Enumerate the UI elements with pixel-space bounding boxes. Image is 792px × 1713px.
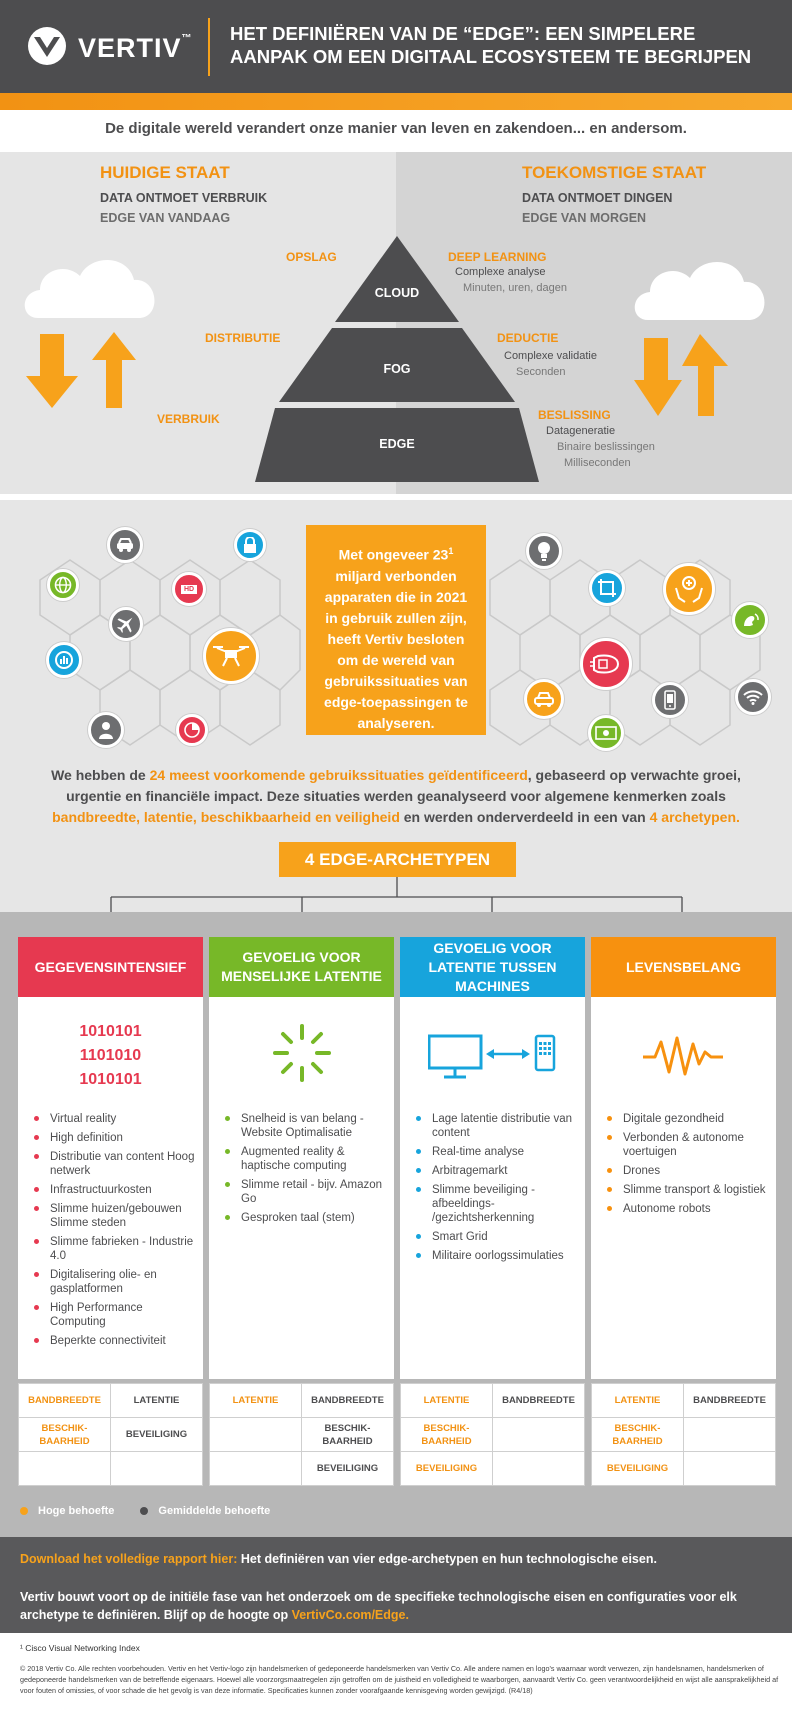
usecase-item: Slimme retail - bijv. Amazon Go <box>221 1178 389 1206</box>
archetypes-banner: 4 EDGE-ARCHETYPEN <box>279 842 516 877</box>
connected-devices-callout: Met ongeveer $23^1$ miljard verbonden apparaten die in 2021 in gebruik zullen zijn, heeft Vertiv besloten om de wereld van gebruikssituaties van edge-toepassingen te analyseren. <box>306 525 486 735</box>
pyramid-cloud <box>335 236 459 322</box>
archetype-machine-latentie <box>400 937 585 1379</box>
label-beslissing: BESLISSING <box>538 408 611 422</box>
lock-icon <box>234 529 266 561</box>
globe-icon <box>47 569 79 601</box>
download-link[interactable]: Download het volledige rapport hier: <box>20 1552 238 1566</box>
usecase-item: Infrastructuurkosten <box>30 1183 198 1197</box>
header-divider <box>208 18 210 76</box>
requirement-cell <box>493 1452 585 1486</box>
archetype-title: GEVOELIG VOOR MENSELIJKE LATENTIE <box>209 937 394 997</box>
usecase-item: Beperkte connectiviteit <box>30 1334 198 1348</box>
current-state-line1: DATA ONTMOET VERBRUIK <box>100 191 268 205</box>
requirement-cell: BANDBREEDTE <box>302 1384 394 1418</box>
cloud-arrows-left-icon <box>18 248 163 413</box>
deep-learning-line1: Complexe analyse <box>455 266 546 278</box>
pyramid-fog-label: FOG <box>383 362 411 376</box>
orange-band <box>0 93 792 110</box>
usecase-item: Distributie van content Hoog netwerk <box>30 1150 198 1178</box>
usecase-item: Arbitragemarkt <box>412 1164 580 1178</box>
header <box>0 0 792 93</box>
usecase-item: Slimme transport & logistiek <box>603 1183 771 1197</box>
car-icon <box>107 527 143 563</box>
archetype-gegevensintensief <box>18 937 203 1379</box>
label-verbruik: VERBRUIK <box>157 412 220 426</box>
health-hands-icon <box>663 563 715 615</box>
usecase-item: Smart Grid <box>412 1230 580 1244</box>
lightbulb-icon <box>526 533 562 569</box>
vr-headset-icon <box>580 638 632 690</box>
legend <box>20 1505 270 1517</box>
archetype-title: GEGEVENSINTENSIEF <box>18 937 203 997</box>
hd-icon: HD <box>172 572 206 606</box>
requirement-cell <box>210 1452 302 1486</box>
vertiv-edge-link[interactable]: VertivCo.com/Edge. <box>291 1608 409 1622</box>
label-deductie: DEDUCTIE <box>497 331 559 345</box>
frame-icon <box>589 570 625 606</box>
usecase-item: Real-time analyse <box>412 1145 580 1159</box>
usecase-item: Drones <box>603 1164 771 1178</box>
current-state-line2: EDGE VAN VANDAAG <box>100 211 231 225</box>
archetype-usecase-list <box>412 1112 580 1268</box>
requirement-cell: BEVEILIGING <box>111 1418 203 1452</box>
requirement-cell <box>19 1452 111 1486</box>
usecase-item: High definition <box>30 1131 198 1145</box>
usecase-item: Autonome robots <box>603 1202 771 1216</box>
archetype-usecase-list <box>30 1112 198 1353</box>
drone-icon <box>203 628 259 684</box>
archetype-usecase-list <box>221 1112 389 1230</box>
requirements-table-menselijke-latentie <box>209 1383 394 1486</box>
beslissing-line2: Binaire beslissingen <box>557 441 655 453</box>
label-opslag: OPSLAG <box>286 250 337 264</box>
archetype-levensbelang <box>591 937 776 1379</box>
build-text: Vertiv bouwt voort op de initiële fase van het onderzoek om de specifieke technologische eisen en configuraties voor elk archetype te definiëren. Blijf op de hoogte op VertivCo.com/Edge. <box>20 1590 737 1622</box>
cloud-arrows-right-icon <box>628 250 773 420</box>
usecase-item: Lage latentie distributie van content <box>412 1112 580 1140</box>
requirements-table-machine-latentie <box>400 1383 585 1486</box>
usecase-item: Snelheid is van belang -Website Optimalisatie <box>221 1112 389 1140</box>
future-state-line2: EDGE VAN MORGEN <box>522 211 647 225</box>
deep-learning-line2: Minuten, uren, dagen <box>463 282 567 294</box>
vertiv-logo-icon <box>25 26 69 66</box>
archetype-title: LEVENSBELANG <box>591 937 776 997</box>
future-state-title: TOEKOMSTIGE STAAT <box>522 163 707 182</box>
archetype-title: GEVOELIG VOOR LATENTIE TUSSEN MACHINES <box>400 937 585 997</box>
requirement-cell <box>210 1418 302 1452</box>
page-title: HET DEFINIËREN VAN DE “EDGE”: EEN SIMPELERE AANPAK OM EEN DIGITAAL ECOSYSTEEM TE BEGRIJPEN <box>230 23 752 67</box>
legend-high: Hoge behoefte <box>20 1505 114 1517</box>
beslissing-line3: Milliseconden <box>564 457 631 469</box>
requirement-cell: BEVEILIGING <box>592 1452 684 1486</box>
autonomous-car-icon <box>524 679 564 719</box>
download-text: Download het volledige rapport hier: Het definiëren van vier edge-archetypen en hun technologische eisen. <box>20 1552 657 1566</box>
requirements-table-levensbelang <box>591 1383 776 1486</box>
tagline: De digitale wereld verandert onze manier van leven en zakendoen... en andersom. <box>105 120 687 137</box>
requirement-cell: BESCHIK-BAARHEID <box>302 1418 394 1452</box>
requirement-cell: LATENTIE <box>401 1384 493 1418</box>
usecase-item: Slimme beveiliging - afbeeldings- /gezichtsherkenning <box>412 1183 580 1225</box>
logo-text: VERTIV™ <box>78 33 193 63</box>
voice-icon <box>732 602 768 638</box>
loading-spinner-icon <box>269 1020 335 1086</box>
requirement-cell: BEVEILIGING <box>401 1452 493 1486</box>
beslissing-line1: Datageneratie <box>546 425 616 437</box>
phone-icon <box>652 682 688 718</box>
medium-need-dot-icon <box>140 1507 148 1515</box>
usecase-item: Augmented reality & haptische computing <box>221 1145 389 1173</box>
deductie-line1: Complexe validatie <box>504 350 597 362</box>
usecase-item: Verbonden & autonome voertuigen <box>603 1131 771 1159</box>
requirement-cell: BESCHIK-BAARHEID <box>592 1418 684 1452</box>
requirement-cell <box>684 1452 776 1486</box>
requirement-cell <box>684 1418 776 1452</box>
usecase-item: Digitale gezondheid <box>603 1112 771 1126</box>
person-icon <box>88 712 124 748</box>
future-state-line1: DATA ONTMOET DINGEN <box>522 191 673 205</box>
requirements-table-gegevensintensief <box>18 1383 203 1486</box>
intro-paragraph: We hebben de 24 meest voorkomende gebruikssituaties geïdentificeerd, gebaseerd op verwachte groei, urgentie en financiële impact. Deze situaties werden geanalyseerd voor algemene kenmerken zoals bandbreedte, latentie, beschikbaarheid en veiligheid en werden onderverdeeld in een van 4 archetypen. <box>51 767 741 825</box>
copyright: © 2018 Vertiv Co. Alle rechten voorbehouden. Vertiv en het Vertiv-logo zijn handelsmerken of gedeponeerde handelsmerken van Vertiv Co. Alle andere namen en logo's waarnaar wordt verwezen, zijn handelsnamen, handelsmerken of gedeponeerde handelsmerken van de betreffende eigenaars. Hoewel alle voorzorgsmaatregelen zijn getroffen om de juistheid en volledigheid te waarborgen, aanvaardt Vertiv Co. geen verantwoordelijkheid en wijst alle aansprakelijkheid af voor fouten of omissies, of voor schade die het gevolg is van deze informatie. Specificaties kunnen zonder voorafgaande kennisgeving worden gewijzigd. (R4/18) <box>20 1664 779 1695</box>
usecase-item: Digitalisering olie- en gasplatformen <box>30 1268 198 1296</box>
money-icon <box>588 715 624 751</box>
usecase-item: Slimme huizen/gebouwen Slimme steden <box>30 1202 198 1230</box>
requirement-cell: BANDBREEDTE <box>19 1384 111 1418</box>
archetype-usecase-list <box>603 1112 771 1221</box>
deductie-line2: Seconden <box>516 366 566 378</box>
requirement-cell <box>493 1418 585 1452</box>
requirement-cell: LATENTIE <box>210 1384 302 1418</box>
requirement-cell: BESCHIK-BAARHEID <box>19 1418 111 1452</box>
pyramid-cloud-label: CLOUD <box>374 286 420 300</box>
requirement-cell: LATENTIE <box>592 1384 684 1418</box>
requirement-cell: BESCHIK-BAARHEID <box>401 1418 493 1452</box>
monitor-phone-icon <box>428 1034 558 1080</box>
archetype-menselijke-latentie <box>209 937 394 1379</box>
label-distributie: DISTRIBUTIE <box>205 331 281 345</box>
pyramid-edge-label: EDGE <box>379 437 415 451</box>
footnote: ¹ Cisco Visual Networking Index <box>20 1643 140 1653</box>
usecase-item: Slimme fabrieken - Industrie 4.0 <box>30 1235 198 1263</box>
legend-medium: Gemiddelde behoefte <box>140 1505 270 1517</box>
requirement-cell: BANDBREEDTE <box>684 1384 776 1418</box>
usecase-item: Gesproken taal (stem) <box>221 1211 389 1225</box>
usecase-item: Virtual reality <box>30 1112 198 1126</box>
requirement-cell <box>111 1452 203 1486</box>
usecase-item: High Performance Computing <box>30 1301 198 1329</box>
high-need-dot-icon <box>20 1507 28 1515</box>
requirement-cell: LATENTIE <box>111 1384 203 1418</box>
heartbeat-icon <box>643 1034 723 1080</box>
current-state-title: HUIDIGE STAAT <box>100 163 230 182</box>
requirement-cell: BEVEILIGING <box>302 1452 394 1486</box>
requirement-cell: BANDBREEDTE <box>493 1384 585 1418</box>
chart-icon <box>46 642 82 678</box>
wifi-icon <box>735 679 771 715</box>
label-deep-learning: DEEP LEARNING <box>448 250 547 264</box>
airplane-icon <box>109 607 143 641</box>
usecase-item: Militaire oorlogssimulaties <box>412 1249 580 1263</box>
pie-icon <box>176 714 208 746</box>
binary-icon: 1010101 1101010 1010101 <box>79 1023 142 1088</box>
